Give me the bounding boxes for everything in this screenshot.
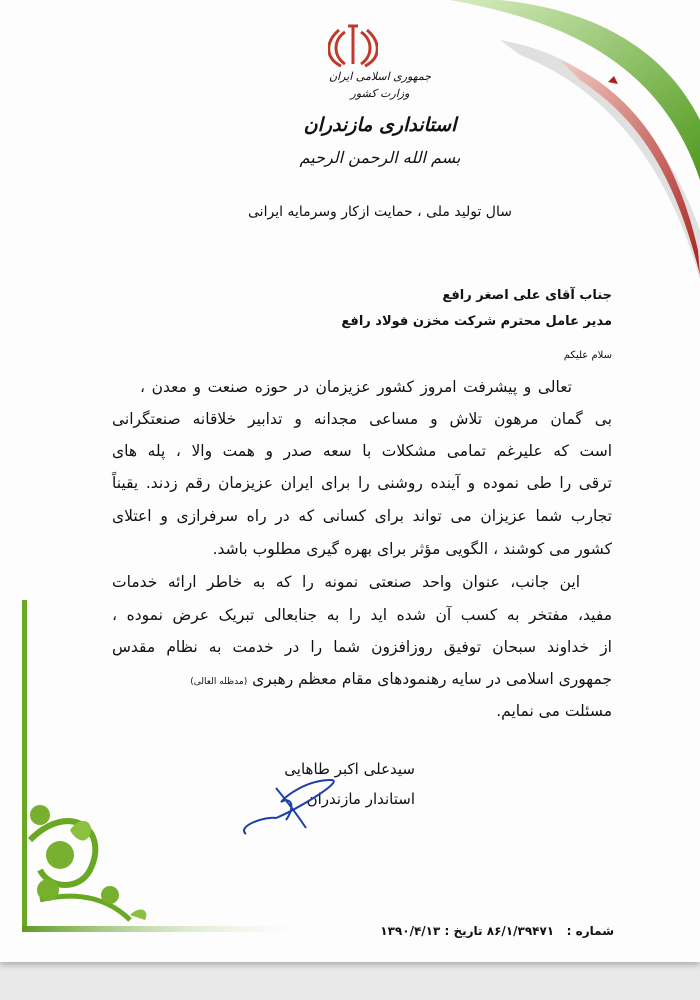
date-label: تاریخ : (444, 924, 483, 938)
body-line (190, 670, 612, 688)
body-line-text: جمهوری اسلامی در سایه رهنمودهای مقام معظم رهبری (252, 670, 612, 688)
body-line: است که علیرغم تمامی مشکلات با سعه صدر و همت والا ، پله های (112, 442, 612, 460)
body-line: تجارب شما عزیزان می تواند برای کسانی که در راه سرفرازی و اعتلای (112, 507, 612, 525)
body-line: ترقی را طی نموده و آینده روشنی را برای ایران عزیزمان رقم زدند. یقیناً (112, 474, 612, 492)
recipient-title: مدیر عامل محترم شرکت مخزن فولاد رافع (341, 314, 612, 329)
year-slogan: سال تولید ملی ، حمایت ازکار وسرمایه ایرانی (248, 204, 512, 220)
body-line: مفید، مفتخر به کسب آن شده اید را به جنابعالی تبریک عرض نموده ، (112, 606, 612, 624)
basmala: بسم الله الرحمن الرحیم (299, 148, 461, 167)
body-line: مسئلت می نمایم. (496, 702, 612, 720)
body-line: کشور می کوشند ، الگویی مؤثر برای بهره گیری مطلوب باشد. (212, 540, 612, 558)
body-line: تعالی و پیشرفت امروز کشور عزیزمان در حوزه صنعت و معدن ، (140, 378, 572, 396)
body-line: از خداوند سبحان توفیق روزافزون شما را در خدمت به نظام مقدس (112, 638, 612, 656)
handwritten-signature (236, 776, 346, 840)
number-label: شماره : (566, 924, 614, 938)
letterhead-ministry: وزارت کشور (350, 87, 410, 100)
recipient-name: جناب آقای علی اصغر رافع (442, 288, 612, 303)
letterhead-country: جمهوری اسلامی ایران (328, 70, 432, 83)
letter-date: ۱۳۹۰/۴/۱۳ (380, 924, 441, 938)
iran-emblem (328, 22, 378, 68)
signatory-title: استاندار مازندران (306, 790, 415, 808)
flag-swoosh-decoration (440, 0, 700, 280)
reference-line (380, 924, 614, 938)
signatory-name: سیدعلی اکبر طاهایی (284, 760, 415, 778)
letterhead-office: استانداری مازندران (303, 114, 457, 136)
body-line: بی گمان مرهون تلاش و مساعی مجدانه و تدابیر خلاقانه صنعتگرانی (112, 410, 612, 428)
body-line: این جانب، عنوان واحد صنعتی نمونه را که به خاطر ارائه خدمات (112, 573, 580, 591)
greeting: سلام علیکم (563, 350, 612, 361)
honorific: (مدظله العالی) (190, 677, 248, 687)
letter-number: ۸۶/۱/۳۹۴۷۱ (486, 924, 555, 938)
